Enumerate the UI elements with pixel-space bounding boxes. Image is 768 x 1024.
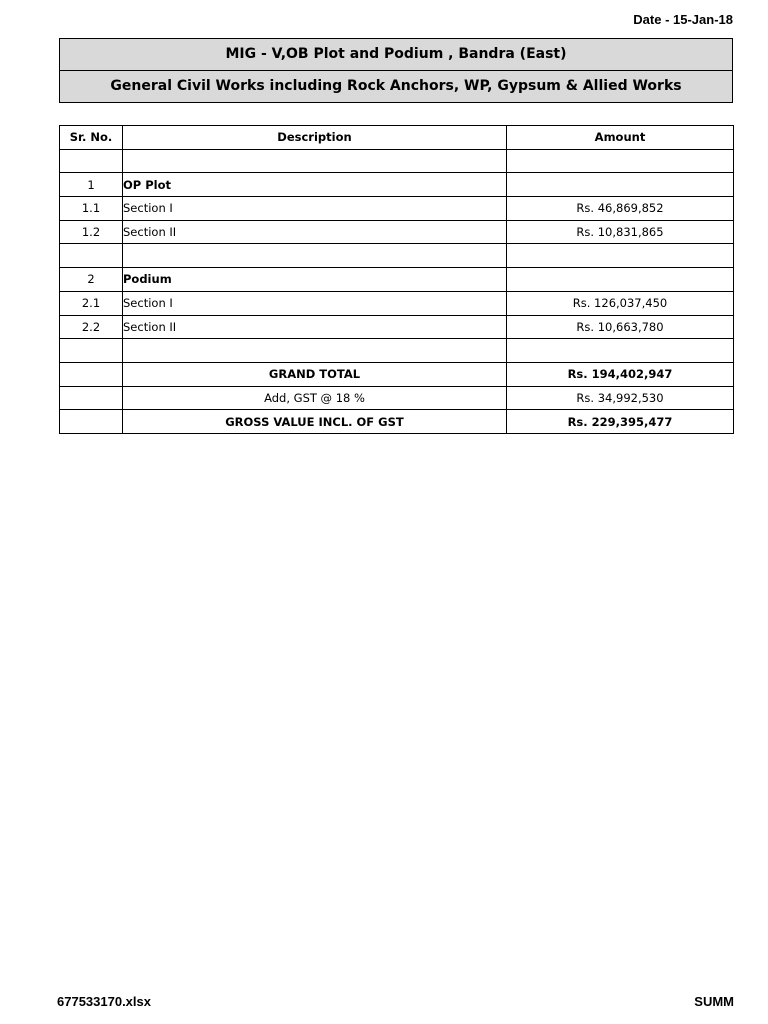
gross-value-label: GROSS VALUE INCL. OF GST [123, 410, 507, 434]
project-title: MIG - V,OB Plot and Podium , Bandra (East) [225, 46, 567, 62]
grand-total-label: GRAND TOTAL [123, 362, 507, 386]
table-header-row [60, 126, 734, 150]
sr-no-cell [60, 149, 123, 173]
gross-value-amount: Rs. 229,395,477 [507, 410, 734, 434]
description-cell [123, 149, 507, 173]
table-row-blank [60, 149, 734, 173]
sr-no-cell [60, 386, 123, 410]
table-row [60, 315, 734, 339]
amount-cell: Rs. 126,037,450 [507, 291, 734, 315]
sr-no-cell [60, 339, 123, 363]
amount-cell: Rs. 46,869,852 [507, 197, 734, 221]
amount-cell: Rs. 10,831,865 [507, 220, 734, 244]
amount-cell: Rs. 10,663,780 [507, 315, 734, 339]
group-heading-cell: OP Plot [123, 173, 507, 197]
table-row-grand-total [60, 362, 734, 386]
table-row [60, 197, 734, 221]
sr-no-cell: 1 [60, 173, 123, 197]
table-row-gst [60, 386, 734, 410]
table-row-gross-value [60, 410, 734, 434]
column-header-amount: Amount [507, 126, 734, 150]
gst-label: Add, GST @ 18 % [123, 386, 507, 410]
table-row-blank [60, 339, 734, 363]
footer-sheet-name: SUMM [694, 994, 734, 1009]
document-date: Date - 15-Jan-18 [633, 12, 733, 27]
amount-cell [507, 149, 734, 173]
gst-amount: Rs. 34,992,530 [507, 386, 734, 410]
table-row-blank [60, 244, 734, 268]
amount-cell [507, 268, 734, 292]
table-row [60, 220, 734, 244]
sr-no-cell: 1.2 [60, 220, 123, 244]
sr-no-cell [60, 410, 123, 434]
description-cell: Section I [123, 291, 507, 315]
amount-cell [507, 173, 734, 197]
sr-no-cell: 1.1 [60, 197, 123, 221]
sr-no-cell [60, 362, 123, 386]
table-row [60, 291, 734, 315]
description-cell: Section II [123, 220, 507, 244]
column-header-sr-no: Sr. No. [60, 126, 123, 150]
sr-no-cell: 2.2 [60, 315, 123, 339]
work-scope-title: General Civil Works including Rock Anchors, WP, Gypsum & Allied Works [60, 70, 732, 102]
footer-filename: 677533170.xlsx [57, 994, 151, 1009]
table-row-group-op-plot [60, 173, 734, 197]
description-cell: Section I [123, 197, 507, 221]
description-cell: Section II [123, 315, 507, 339]
group-heading-cell: Podium [123, 268, 507, 292]
sr-no-cell: 2 [60, 268, 123, 292]
description-cell [123, 339, 507, 363]
sr-no-cell: 2.1 [60, 291, 123, 315]
amount-cell [507, 339, 734, 363]
column-header-description: Description [123, 126, 507, 150]
table-row-group-podium [60, 268, 734, 292]
sr-no-cell [60, 244, 123, 268]
summary-table [59, 125, 734, 434]
amount-cell [507, 244, 734, 268]
title-block [59, 38, 733, 103]
description-cell [123, 244, 507, 268]
grand-total-amount: Rs. 194,402,947 [507, 362, 734, 386]
